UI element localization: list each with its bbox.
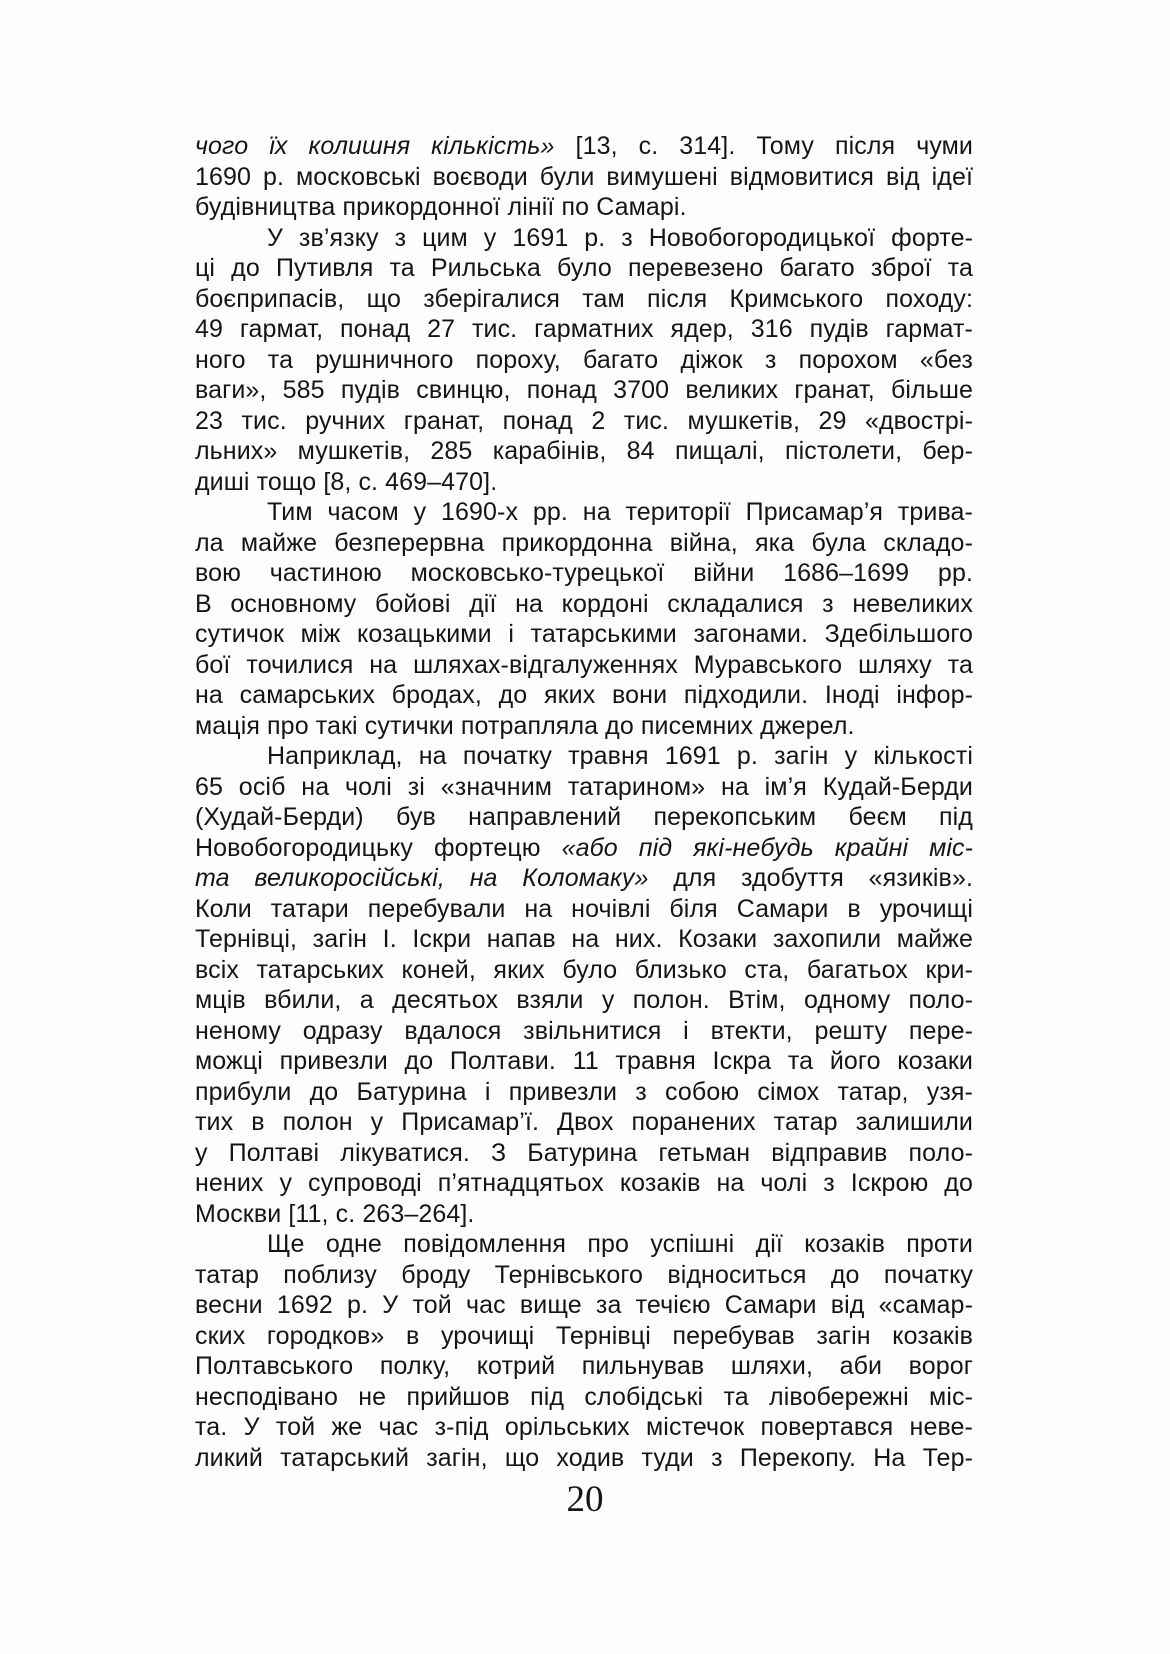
text-line xyxy=(195,985,973,1016)
text-line xyxy=(195,863,973,894)
text-line xyxy=(195,314,973,345)
italic-text-segment: чого їх колишня кількість» xyxy=(195,132,555,160)
text-segment: мців вбили, а десятьох взяли у полон. Втім, одному поло- xyxy=(195,986,973,1014)
text-segment: В основному бойові дії на кордоні складалися з невеликих xyxy=(195,589,973,618)
text-segment: [13, с. 314]. Тому після чуми xyxy=(554,132,973,160)
paragraph xyxy=(195,1229,973,1473)
text-segment: ских городков» в урочищі Тернівці перебував загін козаків xyxy=(195,1321,973,1350)
text-segment: Коли татари перебували на ночівлі біля Самари в урочищі xyxy=(195,894,973,923)
paragraph xyxy=(195,131,973,223)
text-line xyxy=(195,375,973,406)
text-line xyxy=(195,284,973,315)
text-line xyxy=(195,406,973,437)
text-segment: неному одразу вдалося звільнитися і втекти, решту пере- xyxy=(195,1016,973,1045)
text-line xyxy=(195,253,973,284)
text-line xyxy=(195,924,973,955)
text-line xyxy=(195,1443,973,1474)
text-line xyxy=(195,772,973,803)
page-number: 20 xyxy=(566,1479,604,1520)
text-line xyxy=(195,1138,973,1169)
text-segment: вою частиною московсько-турецької війни 1686–1699 рр. xyxy=(195,559,973,587)
text-line xyxy=(195,1077,973,1108)
text-segment: прибули до Батурина і привезли з собою сімох татар, узя- xyxy=(195,1077,973,1106)
text-segment: Ще одне повідомлення про успішні дії козаків проти xyxy=(267,1230,973,1258)
text-segment: та. У той же час з-під орільських містечок повертався неве- xyxy=(195,1413,973,1441)
text-line xyxy=(195,558,973,589)
text-segment: ликий татарський загін, що ходив туди з Перекопу. На Тер- xyxy=(195,1443,973,1472)
text-segment: 1690 р. московські воєводи були вимушені відмовитися від ідеї xyxy=(195,162,973,191)
italic-text-segment: «або під які-небудь крайні міс- xyxy=(561,833,973,862)
text-line xyxy=(195,1351,973,1382)
text-line xyxy=(195,467,973,498)
paragraph xyxy=(195,741,973,1229)
text-segment: татар поблизу броду Тернівського відноситься до початку xyxy=(195,1260,973,1289)
text-line xyxy=(195,1107,973,1138)
text-segment: У зв’язку з цим у 1691 р. з Новобогородицької форте- xyxy=(267,223,973,252)
text-segment: можці привезли до Полтави. 11 травня Іскра та його козаки xyxy=(195,1047,973,1075)
text-segment: Новобогородицьку фортецю xyxy=(195,833,562,862)
text-line xyxy=(195,955,973,986)
text-line xyxy=(195,1168,973,1199)
text-line xyxy=(195,1412,973,1443)
text-line xyxy=(195,1382,973,1413)
text-line xyxy=(195,1290,973,1321)
text-segment: (Худай-Берди) був направлений перекопським беєм під xyxy=(195,803,973,831)
text-segment: на самарських бродах, до яких вони підходили. Іноді інфор- xyxy=(195,681,973,709)
text-line xyxy=(195,711,973,742)
text-line xyxy=(195,131,973,162)
text-segment: Тернівці, загін І. Іскри напав на них. Козаки захопили майже xyxy=(195,925,973,953)
text-line xyxy=(195,1046,973,1077)
text-segment: ла майже безперервна прикордонна війна, яка була складо- xyxy=(195,528,973,557)
text-line xyxy=(195,345,973,376)
paragraph xyxy=(195,497,973,741)
text-segment: у Полтаві лікуватися. З Батурина гетьман відправив поло- xyxy=(195,1138,973,1167)
text-segment: ваги», 585 пудів свинцю, понад 3700 великих гранат, більше xyxy=(195,376,973,404)
text-line xyxy=(195,589,973,620)
text-segment: боєприпасів, що зберігалися там після Кримського походу: xyxy=(195,284,973,313)
text-segment: для здобуття «язиків». xyxy=(648,864,973,892)
text-segment: диші тощо [8, с. 469–470]. xyxy=(195,467,498,496)
text-segment: льних» мушкетів, 285 карабінів, 84 пищалі, пістолети, бер- xyxy=(195,437,973,465)
text-line xyxy=(195,497,973,528)
text-segment: тих в полон у Присамар’ї. Двох поранених татар залишили xyxy=(195,1108,973,1136)
text-line xyxy=(195,1229,973,1260)
text-segment: нених у супроводі п’ятнадцятьох козаків на чолі з Іскрою до xyxy=(195,1169,973,1197)
text-segment: весни 1692 р. У той час вище за течією Самари від «самар- xyxy=(195,1291,973,1319)
text-segment: несподівано не прийшов під слобідські та лівобережні міс- xyxy=(195,1382,973,1411)
text-line xyxy=(195,619,973,650)
text-line xyxy=(195,223,973,254)
text-segment: будівництва прикордонної лінії по Самарі. xyxy=(195,193,687,221)
text-line xyxy=(195,1199,973,1230)
text-line xyxy=(195,528,973,559)
text-line xyxy=(195,1260,973,1291)
text-segment: Тим часом у 1690-х рр. на території Присамар’я трива- xyxy=(267,498,973,526)
text-segment: Москви [11, с. 263–264]. xyxy=(195,1199,475,1228)
text-line xyxy=(195,894,973,925)
text-line xyxy=(195,680,973,711)
text-segment: 49 гармат, понад 27 тис. гарматних ядер, 316 пудів гармат- xyxy=(195,315,973,343)
text-segment: 65 осіб на чолі зі «значним татарином» на ім’я Кудай-Берди xyxy=(195,772,973,801)
text-segment: сутичок між козацькими і татарськими загонами. Здебільшого xyxy=(195,620,973,648)
italic-text-segment: та великоросійські, на Коломаку» xyxy=(195,864,649,892)
text-line xyxy=(195,1016,973,1047)
text-line xyxy=(195,650,973,681)
text-line xyxy=(195,833,973,864)
text-segment: бої точилися на шляхах-відгалуженнях Муравського шляху та xyxy=(195,650,973,679)
text-segment: ного та рушничного пороху, багато діжок з порохом «без xyxy=(195,345,973,374)
text-line xyxy=(195,192,973,223)
text-block xyxy=(195,131,973,1473)
text-line xyxy=(195,436,973,467)
text-segment: ці до Путивля та Рильська було перевезено багато зброї та xyxy=(195,254,973,282)
text-segment: 23 тис. ручних гранат, понад 2 тис. мушкетів, 29 «двострі- xyxy=(195,406,973,435)
text-segment: Полтавського полку, котрий пильнував шляхи, аби ворог xyxy=(195,1352,973,1380)
text-segment: мація про такі сутички потрапляла до писемних джерел. xyxy=(195,711,855,740)
text-line xyxy=(195,802,973,833)
text-line xyxy=(195,162,973,193)
text-line xyxy=(195,741,973,772)
text-segment: всіх татарських коней, яких було близько ста, багатьох кри- xyxy=(195,955,973,984)
paragraph xyxy=(195,223,973,498)
text-segment: Наприклад, на початку травня 1691 р. загін у кількості xyxy=(267,742,973,770)
text-line xyxy=(195,1321,973,1352)
